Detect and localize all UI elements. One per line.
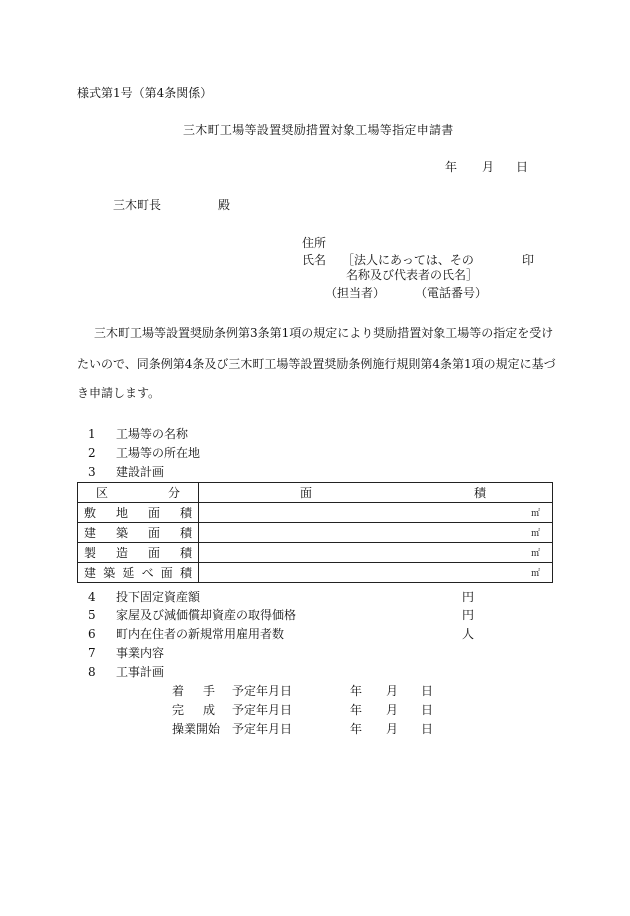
item-unit: 人 [462,627,475,641]
unit-label: ㎡ [530,549,540,559]
list-item: 6 町内在住者の新規常用雇用者数 [88,627,285,641]
list-item [88,427,188,441]
unit-label: ㎡ [530,509,540,519]
header-char: 積 [473,486,486,500]
addressee-name: 三木町長 [113,198,162,212]
item-number: 2 [88,446,96,460]
list-item: 7 事業内容 [88,646,165,660]
row-value[interactable] [199,503,553,523]
header-category [78,483,199,503]
name-note-line2: 名称及び代表者の氏名］ [346,268,479,282]
unit-label: ㎡ [530,569,540,579]
body-line-2: たいので、同条例第4条及び三木町工場等設置奨励条例施行規則第4条第1項の規定に基づ [77,357,556,371]
address-label: 住所 [302,236,327,250]
date-year: 年 [445,160,458,174]
schedule-month: 月 [386,703,399,717]
schedule-item-start: 着 手 [172,684,215,698]
area-table [77,482,553,583]
row-label: 建 築 面 積 [78,523,199,543]
row-value[interactable] [199,543,553,563]
row-value[interactable] [199,523,553,543]
table-row [78,563,553,583]
table-row [78,523,553,543]
name-note-line1: ［法人にあっては、その [342,253,474,267]
row-label: 製 造 面 積 [78,543,199,563]
form-number: 様式第1号（第4条関係） [77,86,213,100]
item-label: 工場等の所在地 [116,446,201,460]
item-unit: 円 [462,608,475,622]
item-label: 工場等の名称 [116,427,189,441]
item-number: 3 [88,465,96,479]
schedule-month: 月 [386,684,399,698]
addressee-honorific: 殿 [218,198,231,212]
list-item [88,465,164,479]
list-item: 4 投下固定資産額 [88,590,201,604]
document-title: 三木町工場等設置奨励措置対象工場等指定申請書 [183,123,454,137]
phone-number: （電話番号） [415,286,488,300]
table-row [78,503,553,523]
schedule-label: 予定年月日 [232,722,293,736]
body-line-3: き申請します。 [77,386,161,400]
item-label: 建設計画 [116,465,165,479]
schedule-item-operation: 操 業 開 始 [172,722,221,736]
schedule-year: 年 [350,684,363,698]
list-item [88,446,200,460]
header-char: 分 [167,486,180,500]
item-number: 1 [88,427,96,441]
schedule-month: 月 [386,722,399,736]
row-label: 建 築 延 べ 面 積 [78,563,199,583]
unit-label: ㎡ [530,529,540,539]
item-unit: 円 [462,590,475,604]
table-header-row [78,483,553,503]
list-item: 8 工事計画 [88,665,165,679]
name-label: 氏名 [302,253,327,267]
table-row [78,543,553,563]
schedule-day: 日 [421,722,434,736]
schedule-year: 年 [350,703,363,717]
schedule-label: 予定年月日 [232,703,293,717]
contact-person: （担当者） [325,286,386,300]
schedule-day: 日 [421,684,434,698]
date-month: 月 [482,160,495,174]
schedule-day: 日 [421,703,434,717]
schedule-item-completion: 完 成 [172,703,215,717]
row-value[interactable] [199,563,553,583]
header-area [199,483,553,503]
header-char: 面 [300,486,313,500]
header-char: 区 [96,486,109,500]
row-label: 敷 地 面 積 [78,503,199,523]
date-day: 日 [516,160,529,174]
body-line-1: 三木町工場等設置奨励条例第3条第1項の規定により奨励措置対象工場等の指定を受け [94,326,554,340]
list-item: 5 家屋及び減価償却資産の取得価格 [88,608,297,622]
schedule-year: 年 [350,722,363,736]
schedule-label: 予定年月日 [232,684,293,698]
seal-mark: 印 [522,253,535,267]
